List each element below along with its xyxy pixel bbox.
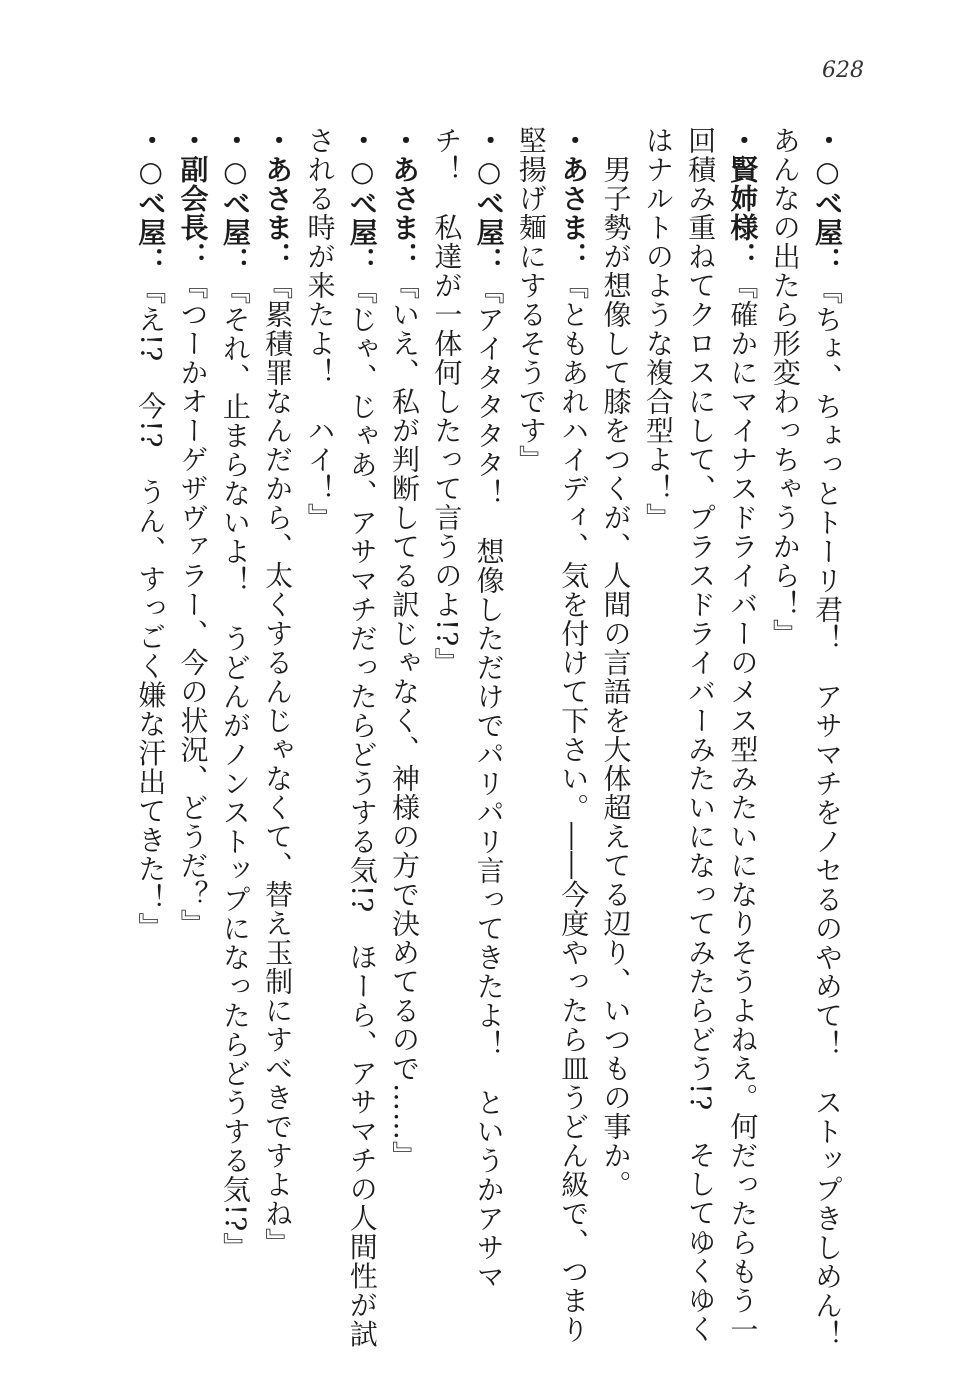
dialogue-text: チ！ 私達が一体何したって言うのよ!?』 <box>430 126 464 677</box>
text-line <box>214 126 256 1286</box>
text-line <box>637 126 679 1286</box>
speaker-separator: ： <box>261 242 295 271</box>
dialogue-text: 『ともあれハイディ、気を付けて下さい。――今度やったら皿うどん級で、つまり <box>557 271 591 1344</box>
dialogue-text: 『ちょ、ちょっとトーリ君！ アサマチをノセるのやめて！ ストップきしめん！ <box>811 276 844 1349</box>
line-bullet: ・ <box>176 126 210 155</box>
page-number: 628 <box>822 58 864 83</box>
dialogue-text: 堅揚げ麺にするそうです』 <box>514 126 548 474</box>
speaker-name: あさま <box>557 155 591 242</box>
dialogue-text: 『累積罪なんだから、太くするんじゃなくて、替え玉制にすべきですよね』 <box>261 271 295 1257</box>
line-bullet: ・ <box>388 126 422 155</box>
text-line <box>763 126 805 1286</box>
line-bullet: ・ <box>472 126 506 155</box>
speaker-separator: ： <box>726 242 760 271</box>
speaker-separator: ： <box>388 242 422 271</box>
line-bullet: ・ <box>134 126 168 155</box>
dialogue-text: 『つーかオーゲザヴァラー、今の状況、どうだ？』 <box>176 271 210 938</box>
speaker-separator: ： <box>472 247 506 276</box>
line-bullet: ・ <box>261 126 295 155</box>
speaker-name: ○べ屋 <box>811 155 844 247</box>
text-line <box>510 126 552 1286</box>
speaker-name: あさま <box>261 155 295 242</box>
text-line <box>425 126 467 1286</box>
text-line <box>679 126 721 1344</box>
speaker-separator: ： <box>345 247 379 276</box>
speaker-separator: ： <box>557 242 591 271</box>
line-bullet: ・ <box>557 126 591 155</box>
speaker-separator: ： <box>811 247 844 276</box>
text-line <box>467 126 509 1291</box>
dialogue-text: 『それ、止まらないよ！ うどんがノンストップになったらどうする気!?』 <box>218 276 252 1262</box>
text-line <box>383 126 425 1286</box>
dialogue-text: 『え!? 今!? うん、すっごく嫌な汗出てきた！』 <box>134 276 168 942</box>
dialogue-text: はナルトのような複合型よ！』 <box>641 126 675 532</box>
dialogue-text: される時が来たよ！ ハイ！』 <box>303 126 337 532</box>
text-line <box>806 126 848 1349</box>
speaker-name: 副会長 <box>176 155 210 242</box>
text-line <box>594 126 636 1286</box>
text-line <box>340 126 382 1349</box>
text-line <box>298 126 340 1286</box>
dialogue-text: 『確かにマイナスドライバーのメス型みたいになりそうよねえ。何だったらもう一 <box>726 271 760 1344</box>
dialogue-text: あんなの出たら形変わっちゃうから！』 <box>768 126 802 648</box>
text-line <box>256 126 298 1286</box>
dialogue-text: 『じゃ、じゃあ、アサマチだったらどうする気!? ほーら、アサマチの人間性が試 <box>345 276 379 1349</box>
speaker-name: 賢姉様 <box>726 155 760 242</box>
dialogue-text: 回積み重ねてクロスにして、プラスドライバーみたいになってみたらどう!? そしてゆくゆく <box>684 126 718 1344</box>
speaker-separator: ： <box>176 242 210 271</box>
text-line <box>129 126 171 1286</box>
line-bullet: ・ <box>726 126 760 155</box>
text-line <box>552 126 594 1344</box>
speaker-name: ○べ屋 <box>218 155 252 247</box>
novel-text-body <box>129 126 848 1349</box>
text-line <box>171 126 213 1286</box>
speaker-name: ○べ屋 <box>472 155 506 247</box>
speaker-name: ○べ屋 <box>345 155 379 247</box>
line-bullet: ・ <box>218 126 252 155</box>
dialogue-text: 『いえ、私が判断してる訳じゃなく、神様の方で決めてるので……』 <box>388 271 422 1170</box>
speaker-separator: ： <box>218 247 252 276</box>
dialogue-text: 『アイタタタタ！ 想像しただけでパリパリ言ってきたよ！ というかアサマ <box>472 276 506 1291</box>
speaker-name: ○べ屋 <box>134 155 168 247</box>
line-bullet: ・ <box>811 126 844 155</box>
speaker-name: あさま <box>388 155 422 242</box>
speaker-separator: ： <box>134 247 168 276</box>
line-bullet: ・ <box>345 126 379 155</box>
narration-text: 男子勢が想像して膝をつくが、人間の言語を大体超えてる辺り、いつもの事か。 <box>599 126 633 1199</box>
text-line <box>721 126 763 1344</box>
